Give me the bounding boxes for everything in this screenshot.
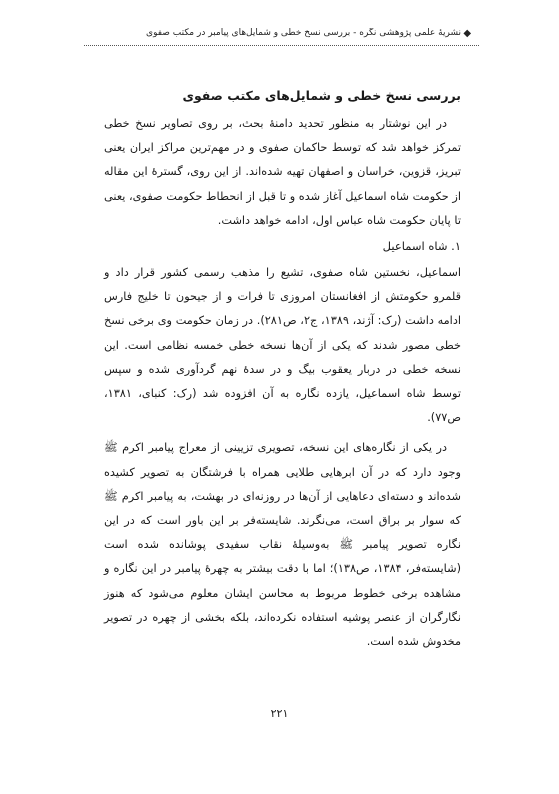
main-text	[104, 86, 461, 654]
section-title: بررسی نسخ خطی و شمایل‌های مکتب صفوی	[182, 88, 461, 103]
header-ornament-icon: ◆	[463, 28, 471, 38]
header-rule	[84, 45, 479, 46]
page-number: ۲۲۱	[270, 707, 289, 720]
subheading-shah-ismail: ۱. شاه اسماعیل	[382, 239, 461, 254]
paragraph-miraj: در یکی از نگاره‌های این نسخه، تصویری تزیینی از معراج پیامبر اکرم ﷺ وجود دارد که در آن ابرهایی طلایی همراه با فرشتگان به تصویر کشیده شده‌اند و دسته‌ای دعاهایی از آن‌ها در روزنه‌ای در بهشت، به پیامبر اکرم ﷺ که سوار بر براق است، می‌نگرند. شایسته‌فر بر این باور است که در این نگاره تصویر پیامبر ﷺ به‌وسیلهٔ نقاب سفیدی پوشانده شده است (شایسته‌فر، ۱۳۸۴، ص۱۳۸)؛ اما با دقت بیشتر به چهرهٔ پیامبر در این نگاره و مشاهده برخی خطوط مربوط به محاسن ایشان معلوم می‌شود که هنوز نگارگران از عنصر پوشیه استفاده نکرده‌اند، بلکه بخشی از چهره در تصویر مخدوش شده است.	[104, 441, 461, 649]
running-header	[82, 28, 477, 38]
intro-paragraph: در این نوشتار به منظور تحدید دامنهٔ بحث، بر روی تصاویر نسخ خطی تمرکز خواهد شد که توسط حاکمان صفوی و در مهم‌ترین مراکز ایران یعنی تبریز، قزوین، خراسان و اصفهان تهیه شده‌اند. از این روی، گسترهٔ این مقاله از حکومت شاه اسماعیل آغاز شده و تا قبل از انحطاط حکومت صفوی، یعنی تا پایان حکومت شاه عباس اول، ادامه خواهد داشت.	[104, 117, 461, 227]
running-header-text: نشریهٔ علمی پژوهشی نگره - بررسی نسخ خطی و شمایل‌های پیامبر در مکتب صفوی	[146, 28, 461, 38]
paragraph-ismail: اسماعیل، نخستین شاه صفوی، تشیع را مذهب رسمی کشور قرار داد و قلمرو حکومتش از افغانستان امروزی تا فرات و از جیحون تا خلیج فارس ادامه داشت (رک: آژند، ۱۳۸۹، ج۲، ص۲۸۱). در زمان حکومت وی برخی نسخ خطی مصور شدند که یکی از آن‌ها نسخه خطی خمسه نظامی است. این نسخه خطی در دربار یعقوب بیگ و در سدهٔ نهم گردآوری شده و سپس توسط شاه اسماعیل، یازده نگاره به آن افزوده شد (رک: کنبای، ۱۳۸۱، ص۷۷).	[104, 266, 461, 425]
